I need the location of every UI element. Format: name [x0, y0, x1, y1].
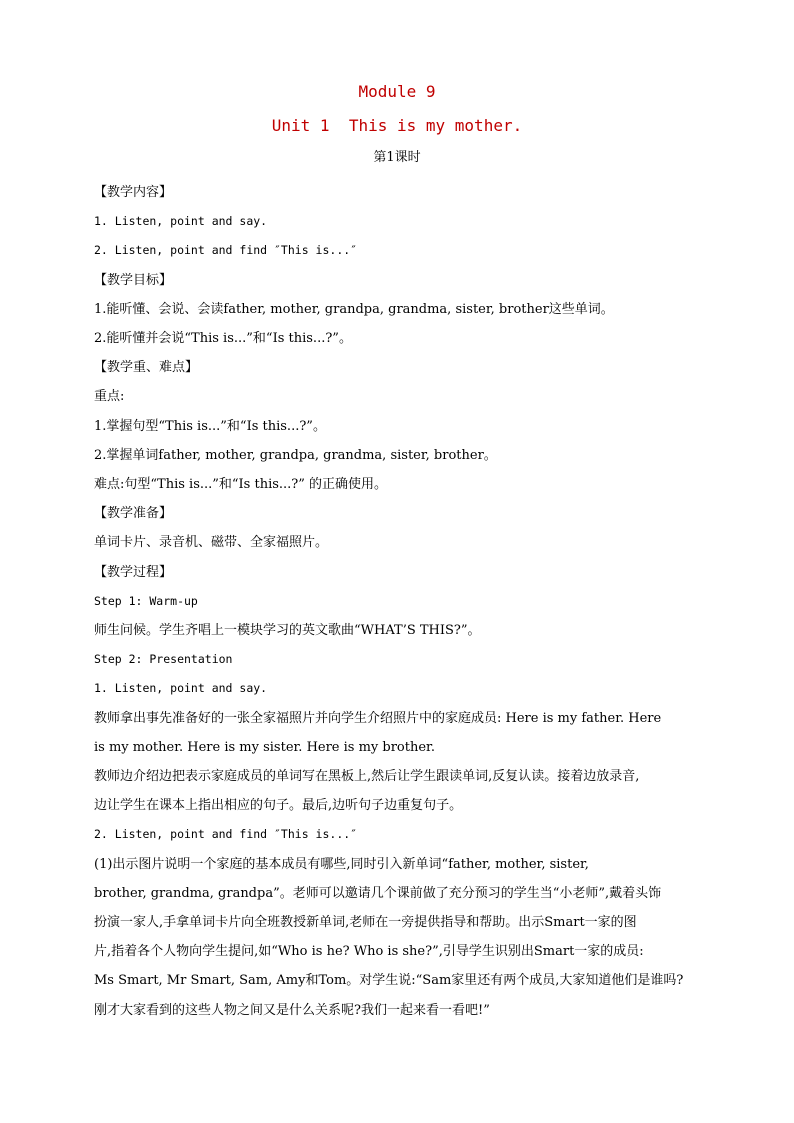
section-heading-content: 【教学内容】	[94, 185, 173, 200]
goal-item-1: 1.能听懂、会说、会读father, mother, grandpa, grandma, sister, brother这些单词。	[94, 301, 614, 317]
section-heading-goals: 【教学目标】	[94, 272, 173, 288]
paragraph-line: 扮演一家人,手拿单词卡片向全班教授新单词,老师在一旁提供指导和帮助。出示Smart一家的图	[94, 915, 637, 931]
module-title: Module 9	[358, 82, 436, 101]
step-2-item-2: 2. Listen, point and find ″This is...″	[94, 827, 358, 842]
unit-title: Unit 1 This is my mother.	[271, 116, 523, 135]
step-2-heading: Step 2: Presentation	[94, 652, 233, 667]
section-heading-keypoints: 【教学重、难点】	[94, 360, 199, 376]
paragraph-line: 边让学生在课本上指出相应的句子。最后,边听句子边重复句子。	[94, 798, 463, 814]
lesson-label: 第1课时	[373, 150, 421, 165]
keypoints-label: 重点:	[94, 389, 125, 405]
paragraph-line: is my mother. Here is my sister. Here is my brother.	[94, 739, 435, 755]
step-2-item-1: 1. Listen, point and say.	[94, 681, 268, 696]
section-heading-process: 【教学过程】	[94, 564, 173, 580]
goal-item-2: 2.能听懂并会说“This is...”和“Is this...?”。	[94, 331, 352, 347]
step-1-text: 师生问候。学生齐唱上一模块学习的英文歌曲“WHAT’S THIS?”。	[94, 623, 481, 639]
document-body	[94, 178, 700, 1025]
keypoint-item-1: 1.掌握句型“This is...”和“Is this...?”。	[94, 418, 326, 434]
step-1-heading: Step 1: Warm-up	[94, 593, 198, 608]
paragraph-line: 教师边介绍边把表示家庭成员的单词写在黑板上,然后让学生跟读单词,反复认读。接着边放录音,	[94, 769, 640, 785]
content-item-1: 1. Listen, point and say.	[94, 214, 268, 229]
paragraph-line: Ms Smart, Mr Smart, Sam, Amy和Tom。对学生说:“Sam家里还有两个成员,大家知道他们是谁吗?	[94, 973, 684, 989]
document-page	[94, 78, 700, 1025]
difficulty-item: 难点:句型“This is...”和“Is this...?” 的正确使用。	[94, 477, 388, 493]
keypoint-item-2: 2.掌握单词father, mother, grandpa, grandma, sister, brother。	[94, 447, 497, 463]
preparation-item: 单词卡片、录音机、磁带、全家福照片。	[94, 535, 329, 551]
paragraph-line: 教师拿出事先准备好的一张全家福照片并向学生介绍照片中的家庭成员: Here is my father. Here	[94, 710, 662, 726]
section-heading-preparation: 【教学准备】	[94, 506, 173, 522]
content-item-2: 2. Listen, point and find ″This is...″	[94, 243, 358, 258]
paragraph-line: brother, grandma, grandpa”。老师可以邀请几个课前做了充分预习的学生当“小老师”,戴着头饰	[94, 885, 662, 901]
paragraph-line: 片,指着各个人物向学生提问,如“Who is he? Who is she?”,引导学生识别出Smart一家的成员:	[94, 944, 644, 960]
paragraph-line: (1)出示图片说明一个家庭的基本成员有哪些,同时引入新单词“father, mother, sister,	[94, 856, 589, 872]
paragraph-line: 刚才大家看到的这些人物之间又是什么关系呢?我们一起来看一看吧!”	[94, 1002, 490, 1018]
